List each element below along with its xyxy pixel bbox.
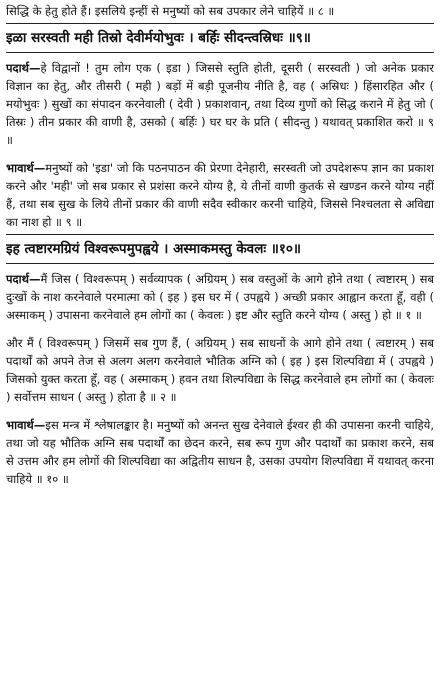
bhavartha-10-text: इस मन्त्र में श्लेषालङ्कार है। मनुष्यों को अनन्त सुख देनेवाले ईश्वर ही की उपासना करनी चाहिये, तथा जो यह भौतिक अग्नि सब पदार्थों का छेदन करने, सब रूप गुण और पदार्थों का प्रकाश करने, सब से उत्तम और हम लोगों की शिल्पविद्या का अद्वितीय साधन है, उसका उपयोग शिल्पविद्या में यथावत् करना चाहिये ॥ १० ॥ <box>6 418 434 486</box>
mantra-10: इह त्वष्टारमग्रियं विश्वरूपमुपह्वये । अस्माकमस्तु केवलः ॥१०॥ <box>6 241 301 257</box>
divider-mantra-9 <box>6 52 434 53</box>
padartha-10-second-meaning: और मैं ( विश्वरूपम् ) जिसमें सब गुण हैं, ( अग्रियम् ) सब साधनों के आगे होने तथा ( त्वष्टारम् ) सब पदार्थों को अपने तेज से अलग अलग करनेवाले भौतिक अग्नि को ( इह ) इस शिल्पविद्या में ( उपह्वये ) जिसको युक्त करता हूँ, वह ( अस्माकम् ) हवन तथा शिल्पविद्या के सिद्ध करनेवाले हम लोगों का ( केवलः ) सर्वोत्तम साधन ( अस्तु ) होता है ॥ २ ॥ <box>6 336 434 404</box>
bhavartha-9 <box>6 159 434 231</box>
padartha-9-text: हे विद्वानों ! तुम लोग एक ( इडा ) जिससे स्तुति होती, दूसरी ( सरस्वती ) जो अनेक प्रकार विज्ञान का हेतु, और तीसरी ( मही ) बड़ों में बड़ी पूजनीय नीति है, वह ( अस्रिधः ) हिंसारहित और ( मयोभुवः ) सुखों का संपादन करनेवाली ( देवी ) प्रकाशवान्, तथा दिव्य गुणों को सिद्ध कराने में हेतु जो ( तिस्रः ) तीन प्रकार की वाणी है, उसको ( बर्हिः ) घर घर के प्रति ( सीदन्तु ) यथावत् प्रकाशित करो ॥ ९ ॥ <box>6 61 434 147</box>
bhavartha-10 <box>6 416 434 488</box>
padartha-10-label: पदार्थ— <box>6 272 41 286</box>
bhavartha-10-label: भावार्थ— <box>6 418 46 432</box>
padartha-9-label: पदार्थ— <box>6 61 41 75</box>
padartha-9 <box>6 59 434 149</box>
divider-before-mantra-10 <box>6 234 434 235</box>
mantra-9: इळा सरस्वती मही तिस्रो देवीर्मयोभुवः । बर्हिः सीदन्त्वस्रिधः ॥९॥ <box>6 30 311 46</box>
divider-top <box>6 23 434 24</box>
padartha-10-text: मैं जिस ( विश्वरूपम् ) सर्वव्यापक ( अग्रियम् ) सब वस्तुओं के आगे होने तथा ( त्वष्टारम् ) सब दुःखों के नाश करनेवाले परमात्मा को ( इह ) इस घर में ( उपह्वये ) अच्छी प्रकार आह्वान करता हूँ, वही ( अस्माकम् ) उपासना करनेवाले हम लोगों का ( केवलः ) इष्ट और स्तुति करने योग्य ( अस्तु ) हो ॥ १ ॥ <box>6 272 434 322</box>
document-page <box>6 2 434 488</box>
bhavartha-9-text: मनुष्यों को 'इडा' जो कि पठनपाठन की प्रेरणा देनेहारी, सरस्वती जो उपदेशरूप ज्ञान का प्रकाश करने और 'मही' जो सब प्रकार से प्रशंसा करने योग्य है, ये तीनों वाणी कुतर्क से खण्डन करने योग्य नहीं हैं, तथा सब सुख के लिये तीनों प्रकार की वाणी सदैव स्वीकार करनी चाहिये, जिससे निश्चलता से अविद्या का नाश हो ॥ ९ ॥ <box>6 161 434 229</box>
padartha-10 <box>6 270 434 324</box>
bhavartha-9-label: भावार्थ— <box>6 161 46 175</box>
divider-mantra-10 <box>6 263 434 264</box>
previous-commentary-ending: सिद्धि के हेतु होते हैं। इसलिये इन्हीं से मनुष्यों को सब उपकार लेने चाहियें ॥ ८ ॥ <box>6 4 335 18</box>
